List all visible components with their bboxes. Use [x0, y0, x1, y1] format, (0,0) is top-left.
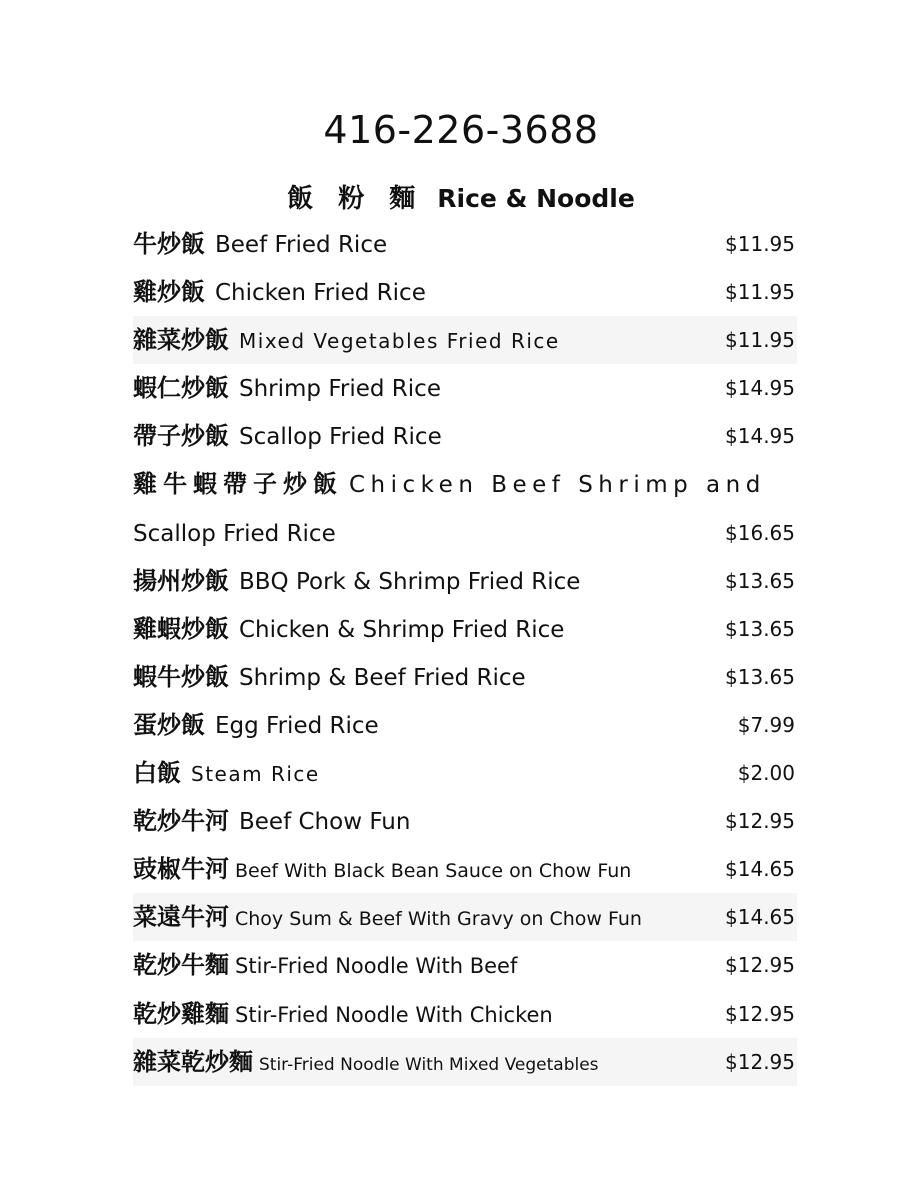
item-english-name: BBQ Pork & Shrimp Fried Rice [239, 568, 581, 595]
item-price: $13.65 [725, 664, 795, 689]
item-chinese-name: 蛋炒飯 [133, 710, 205, 739]
item-english-name: Beef Fried Rice [215, 232, 388, 258]
item-chinese-name: 揚州炒飯 [133, 566, 229, 595]
item-chinese-name: 豉椒牛河 [133, 855, 229, 884]
item-chinese-name: 雞牛蝦帶子炒飯 [133, 470, 343, 499]
item-english-name: Choy Sum & Beef With Gravy on Chow Fun [235, 908, 642, 931]
menu-item [133, 1038, 797, 1086]
menu-item [133, 220, 797, 268]
item-english-name: Beef With Black Bean Sauce on Chow Fun [235, 860, 632, 883]
item-price: $12.95 [725, 1049, 795, 1074]
menu-item [133, 893, 797, 941]
menu-item [133, 605, 797, 653]
item-price: $13.65 [725, 568, 795, 593]
item-english-name: Chicken Beef Shrimp and [349, 472, 766, 499]
item-price: $14.95 [725, 424, 795, 449]
section-title [0, 178, 922, 215]
item-chinese-name: 乾炒雞麵 [133, 999, 229, 1028]
item-chinese-name: 乾炒牛麵 [133, 951, 229, 980]
menu-item [133, 941, 797, 989]
item-chinese-name: 雜菜炒飯 [133, 326, 229, 355]
menu-item [133, 701, 797, 749]
item-english-name: Chicken Fried Rice [215, 280, 426, 307]
item-chinese-name: 雞蝦炒飯 [133, 614, 229, 643]
item-english-name: Shrimp Fried Rice [239, 376, 441, 403]
item-english-name: Mixed Vegetables Fried Rice [239, 329, 560, 354]
item-english-name: Scallop Fried Rice [239, 424, 442, 451]
item-price: $13.65 [725, 616, 795, 641]
menu-item [133, 990, 797, 1038]
item-chinese-name: 白飯 [133, 759, 181, 788]
item-price: $7.99 [737, 712, 795, 737]
item-english-name: Beef Chow Fun [239, 809, 411, 836]
item-chinese-name: 帶子炒飯 [133, 422, 229, 451]
item-english-name: Shrimp & Beef Fried Rice [239, 664, 526, 691]
menu-item [133, 749, 797, 797]
item-chinese-name: 蝦牛炒飯 [133, 662, 229, 691]
section-title-english: Rice & Noodle [437, 184, 635, 213]
menu-item [133, 316, 797, 364]
item-price: $11.95 [725, 328, 795, 353]
item-english-name: Stir-Fried Noodle With Beef [235, 954, 518, 979]
phone-number: 416-226-3688 [323, 108, 599, 152]
item-chinese-name: 雜菜乾炒麵 [133, 1047, 253, 1076]
item-price: $14.65 [725, 905, 795, 930]
menu-item-continued [133, 509, 797, 557]
item-english-name: Stir-Fried Noodle With Chicken [235, 1002, 553, 1027]
item-chinese-name: 乾炒牛河 [133, 807, 229, 836]
menu-item [133, 364, 797, 412]
menu-item [133, 845, 797, 893]
item-price: $12.95 [725, 953, 795, 978]
menu-item [133, 268, 797, 316]
item-chinese-name: 牛炒飯 [133, 230, 205, 258]
menu-item [133, 412, 797, 460]
menu-item [133, 797, 797, 845]
menu-item [133, 653, 797, 701]
section-title-chinese: 飯 粉 麵 [287, 184, 424, 214]
item-price: $14.95 [725, 376, 795, 401]
item-english-name: Chicken & Shrimp Fried Rice [239, 616, 565, 643]
item-price: $2.00 [737, 761, 795, 786]
item-price: $12.95 [725, 809, 795, 834]
item-english-name: Scallop Fried Rice [133, 520, 336, 547]
item-english-name: Egg Fried Rice [215, 712, 379, 739]
item-price: $14.65 [725, 857, 795, 882]
item-chinese-name: 菜遠牛河 [133, 903, 229, 932]
item-english-name: Stir-Fried Noodle With Mixed Vegetables [259, 1054, 599, 1075]
menu-item [133, 460, 797, 508]
item-price: $11.95 [725, 232, 795, 256]
item-price: $11.95 [725, 280, 795, 305]
item-english-name: Steam Rice [191, 762, 320, 787]
menu-item [133, 557, 797, 605]
item-chinese-name: 蝦仁炒飯 [133, 374, 229, 403]
item-price: $12.95 [725, 1001, 795, 1026]
menu-list [133, 220, 797, 1086]
item-chinese-name: 雞炒飯 [133, 278, 205, 307]
item-price: $16.65 [725, 520, 795, 545]
